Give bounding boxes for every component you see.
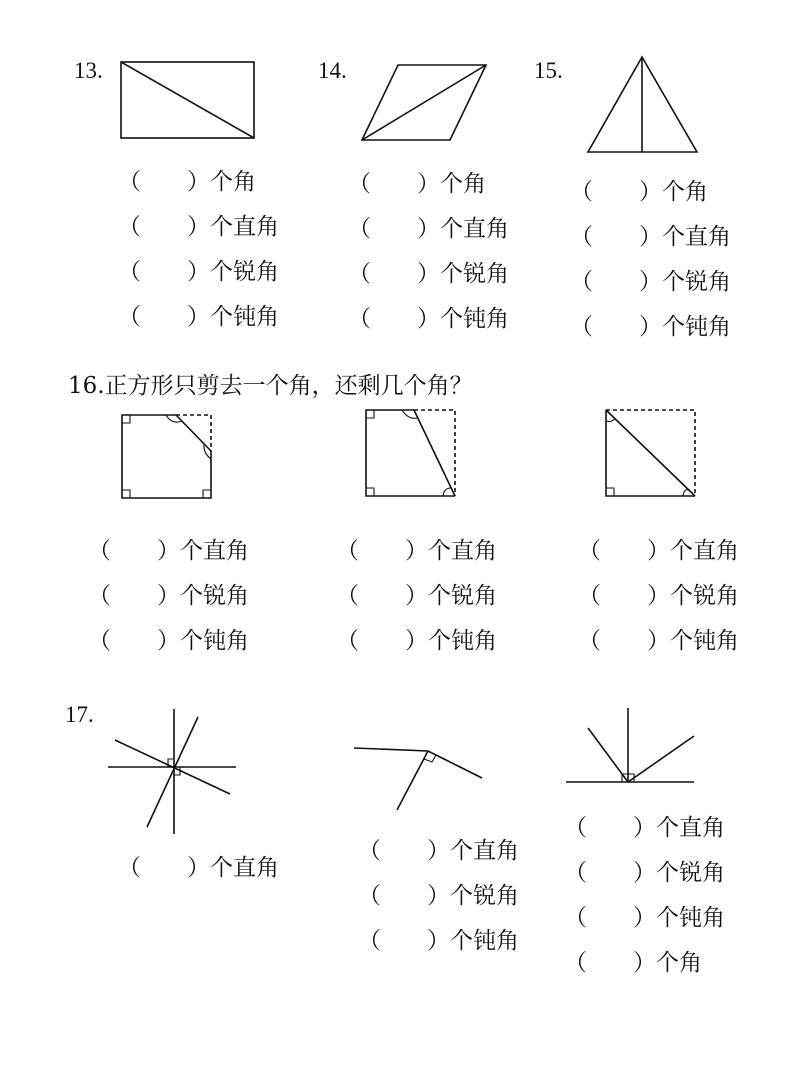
segment xyxy=(354,748,428,751)
answer-blank[interactable]: （ ） xyxy=(336,628,428,654)
answer-label: 个直角 xyxy=(656,815,725,841)
answer-label: 个直角 xyxy=(210,214,279,240)
segment xyxy=(428,751,482,778)
q17-answer-row xyxy=(564,859,725,887)
q16-prompt: 16.正方形只剪去一个角，还剩几个角？ xyxy=(68,373,473,399)
q13-number: 13. xyxy=(74,58,103,83)
answer-blank[interactable]: （ ） xyxy=(578,628,670,654)
answer-label: 个钝角 xyxy=(180,628,249,654)
answer-label: 个钝角 xyxy=(662,314,731,340)
segment xyxy=(397,751,428,810)
answer-label: 个角 xyxy=(440,171,486,197)
answer-label: 个角 xyxy=(210,169,256,195)
answer-blank[interactable]: （ ） xyxy=(118,855,210,881)
answer-blank[interactable]: （ ） xyxy=(578,538,670,564)
answer-blank[interactable]: （ ） xyxy=(348,171,440,197)
answer-blank[interactable]: （ ） xyxy=(336,538,428,564)
answer-label: 个锐角 xyxy=(210,259,279,285)
answer-label: 个钝角 xyxy=(428,628,497,654)
answer-label: 个直角 xyxy=(428,538,497,564)
answer-blank[interactable]: （ ） xyxy=(348,261,440,287)
answer-blank[interactable]: （ ） xyxy=(578,583,670,609)
answer-label: 个直角 xyxy=(210,855,279,881)
answer-label: 个锐角 xyxy=(670,583,739,609)
answer-label: 个钝角 xyxy=(450,928,519,954)
answer-label: 个钝角 xyxy=(440,306,509,332)
q17-answer-row xyxy=(358,927,519,955)
answer-label: 个锐角 xyxy=(180,583,249,609)
q17-figure-3 xyxy=(566,708,694,782)
answer-label: 个钝角 xyxy=(210,304,279,330)
answer-blank[interactable]: （ ） xyxy=(88,538,180,564)
answer-label: 个锐角 xyxy=(662,269,731,295)
answer-blank[interactable]: （ ） xyxy=(570,269,662,295)
answer-blank[interactable]: （ ） xyxy=(564,815,656,841)
q17-answer-left xyxy=(118,854,279,882)
q17-answer-row xyxy=(358,882,519,910)
answer-blank[interactable]: （ ） xyxy=(564,950,656,976)
q14-number: 14. xyxy=(318,58,347,83)
answer-label: 个角 xyxy=(662,179,708,205)
q17-answers-middle xyxy=(358,837,519,955)
answer-blank[interactable]: （ ） xyxy=(336,583,428,609)
answer-label: 个钝角 xyxy=(656,905,725,931)
answer-blank[interactable]: （ ） xyxy=(118,169,210,195)
answer-label: 个锐角 xyxy=(656,860,725,886)
answer-label: 个直角 xyxy=(180,538,249,564)
diagonal-line xyxy=(147,717,198,827)
answer-blank[interactable]: （ ） xyxy=(564,905,656,931)
answer-label: 个直角 xyxy=(670,538,739,564)
answer-blank[interactable]: （ ） xyxy=(348,216,440,242)
q17-answer-row xyxy=(118,854,279,882)
answer-blank[interactable]: （ ） xyxy=(570,179,662,205)
answer-blank[interactable]: （ ） xyxy=(88,583,180,609)
answer-blank[interactable]: （ ） xyxy=(564,860,656,886)
answer-label: 个锐角 xyxy=(450,883,519,909)
answer-blank[interactable]: （ ） xyxy=(358,838,450,864)
answer-blank[interactable]: （ ） xyxy=(570,314,662,340)
q17-answer-row xyxy=(564,904,725,932)
answer-blank[interactable]: （ ） xyxy=(358,928,450,954)
ray xyxy=(628,736,694,782)
answer-blank[interactable]: （ ） xyxy=(118,259,210,285)
answer-label: 个直角 xyxy=(450,838,519,864)
q17-number: 17. xyxy=(65,702,94,727)
q17-figure-2 xyxy=(354,748,482,810)
q17-answer-row xyxy=(564,814,725,842)
answer-blank[interactable]: （ ） xyxy=(118,304,210,330)
answer-blank[interactable]: （ ） xyxy=(118,214,210,240)
answer-label: 个角 xyxy=(656,950,702,976)
answer-label: 个直角 xyxy=(662,224,731,250)
q17-answer-row xyxy=(564,949,725,977)
q17-answer-row xyxy=(358,837,519,865)
answer-blank[interactable]: （ ） xyxy=(570,224,662,250)
answer-label: 个锐角 xyxy=(440,261,509,287)
answer-label: 个钝角 xyxy=(670,628,739,654)
answer-blank[interactable]: （ ） xyxy=(88,628,180,654)
answer-blank[interactable]: （ ） xyxy=(348,306,440,332)
answer-label: 个锐角 xyxy=(428,583,497,609)
q17-figure-1 xyxy=(108,709,236,834)
answer-blank[interactable]: （ ） xyxy=(358,883,450,909)
q15-number: 15. xyxy=(534,58,563,83)
answer-label: 个直角 xyxy=(440,216,509,242)
q17-answers-right xyxy=(564,814,725,977)
